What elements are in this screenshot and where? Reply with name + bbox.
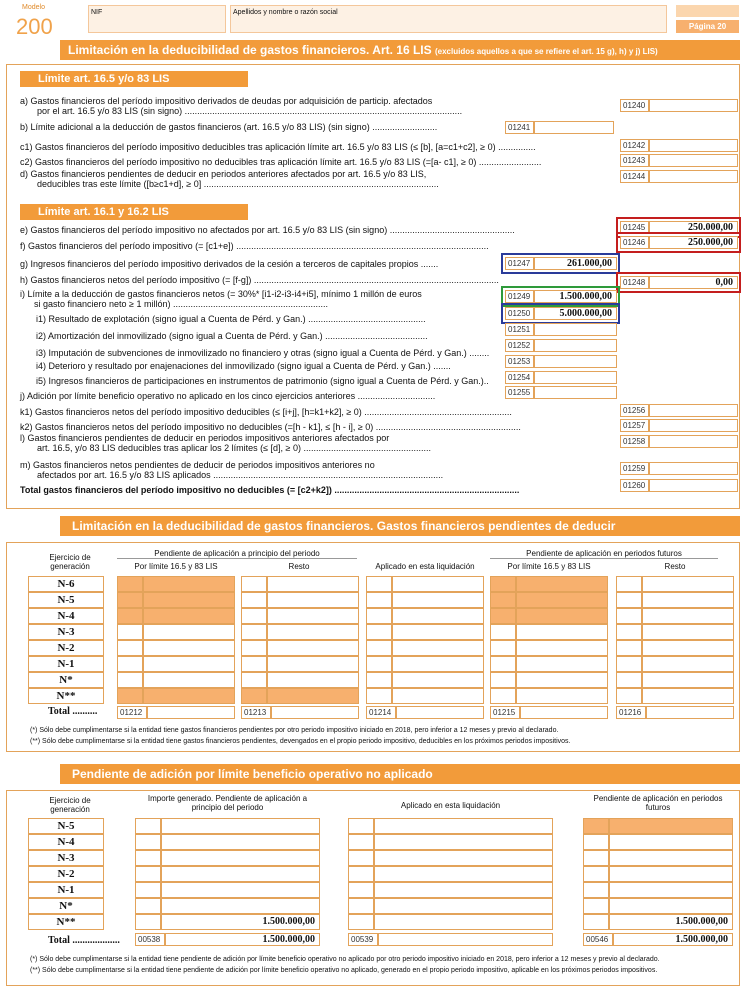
value-01250[interactable]: 5.000.000,00 [534,307,617,320]
total-code: 01215 [490,706,520,719]
row-code-cell [241,576,267,592]
row-code-cell [241,656,267,672]
amount-cell[interactable] [642,688,734,704]
amount-cell[interactable] [516,688,608,704]
code-01255: 01255 [505,386,534,399]
row-code-cell [117,592,143,608]
amount-cell [143,576,235,592]
value-01248[interactable]: 0,00 [649,276,738,289]
value-01256[interactable] [649,404,738,417]
s3-note1: (*) Sólo debe cumplimentarse si la entidad tiene gastos financieros pendientes por otro periodo impositivo iniciado en 2018, pero inferior a 12 meses y previo al declarado. [30,727,559,734]
code-01245: 01245 [620,221,649,234]
amount-cell [609,818,733,834]
amount-cell[interactable] [392,656,484,672]
amount-cell[interactable] [609,898,733,914]
highlight-01247 [504,256,617,271]
code-01260: 01260 [620,479,649,492]
nif-label: NIF [91,9,103,16]
amount-cell[interactable] [374,866,553,882]
row-code-cell [583,818,609,834]
row-code-cell [616,640,642,656]
amount-cell [516,576,608,592]
amount-cell[interactable] [143,656,235,672]
amount-cell[interactable] [392,608,484,624]
amount-cell[interactable] [516,656,608,672]
row-code-cell [490,688,516,704]
row-code-cell [135,850,161,866]
amount-cell [143,592,235,608]
s3-col-limite1: Por límite 16.5 y 83 LIS [134,562,218,571]
amount-cell[interactable] [161,850,320,866]
generation-year-label: N-6 [28,576,104,592]
amount-cell[interactable] [392,640,484,656]
value-01258[interactable] [649,435,738,448]
highlight-01250 [504,306,617,321]
row-code-cell [616,656,642,672]
amount-cell[interactable] [642,592,734,608]
value-01242[interactable] [649,139,738,152]
amount-cell [143,608,235,624]
amount-cell[interactable] [161,898,320,914]
value-01241[interactable] [534,121,614,134]
code-01249: 01249 [505,290,534,303]
total-value[interactable] [271,706,359,719]
amount-cell[interactable] [161,818,320,834]
generation-year-label: N-1 [28,882,104,898]
row-code-cell [348,898,374,914]
amount-cell[interactable] [392,624,484,640]
amount-cell[interactable] [267,640,359,656]
code-01258: 01258 [620,435,649,448]
row-m: m) Gastos financieros netos pendientes de deducir de periodos impositivos anteriores no afectados por art. 16.5 y/o 83 LIS aplicados ............................................................................................ [20,460,444,480]
s3-group2-header: Pendiente de aplicación en periodos futuros [490,549,718,559]
row-code-cell [117,608,143,624]
amount-cell[interactable] [642,624,734,640]
row-code-cell [490,640,516,656]
page-label-top [676,5,739,17]
s4-total-label: Total ................... [48,935,120,946]
amount-cell[interactable] [374,914,553,930]
amount-cell[interactable] [392,672,484,688]
code-01253: 01253 [505,355,534,368]
code-01254: 01254 [505,371,534,384]
amount-cell[interactable] [267,656,359,672]
s3-col-limite2: Por límite 16.5 y 83 LIS [507,562,591,571]
row-code-cell [117,656,143,672]
generation-year-label: N-5 [28,818,104,834]
row-code-cell [241,688,267,704]
row-code-cell [117,576,143,592]
amount-cell [516,592,608,608]
row-code-cell [241,624,267,640]
total-code: 01212 [117,706,147,719]
row-code-cell [348,834,374,850]
generation-year-label: N-3 [28,850,104,866]
amount-cell[interactable] [267,608,359,624]
amount-cell[interactable] [392,576,484,592]
modelo-number: 200 [16,14,53,39]
value-01257[interactable] [649,419,738,432]
code-01259: 01259 [620,462,649,475]
row-code-cell [583,882,609,898]
amount-cell[interactable] [267,624,359,640]
total-code: 01214 [366,706,396,719]
amount-cell[interactable] [267,672,359,688]
row-code-cell [135,818,161,834]
amount-cell [516,608,608,624]
row-j: j) Adición por límite beneficio operativo no aplicado en los cinco ejercicios anteriores ............................... [20,391,436,401]
row-code-cell [616,576,642,592]
generation-year-label: N-4 [28,834,104,850]
nombre-field[interactable] [230,5,667,33]
amount-cell[interactable] [267,576,359,592]
amount-cell[interactable]: 1.500.000,00 [609,914,733,930]
highlight-01248 [619,275,738,290]
s4-note2: (**) Sólo debe cumplimentarse si la entidad tiene pendiente de adición por límite beneficio operativo no aplicado, generado en el propio periodo impositivo, aplicable en los próximos periodos impositivos. [30,967,658,974]
generation-year-label: N-3 [28,624,104,640]
code-01252: 01252 [505,339,534,352]
amount-cell[interactable] [143,640,235,656]
amount-cell[interactable] [516,672,608,688]
row-k1: k1) Gastos financieros netos del período impositivo deducibles (≤ [i+j], [h=k1+k2], ≥ 0) ........................................................... [20,407,512,417]
row-code-cell [135,898,161,914]
row-code-cell [366,608,392,624]
total-value[interactable] [646,706,734,719]
row-i3: i3) Imputación de subvenciones de inmovilizado no financiero y otras (signo igual a Cuenta de Pérd. y Gan.) ........ [36,348,490,358]
code-01240: 01240 [620,99,649,112]
total-value[interactable] [378,933,553,946]
s3-col-aplicado: Aplicado en esta liquidación [375,562,475,571]
generation-year-label: N** [28,914,104,930]
row-l: l) Gastos financieros pendientes de deducir en periodos impositivos anteriores afectados por art. 16.5, y/o 83 LIS deducibles tras aplicar los 2 límites (≤ [d], ≥ 0) ................................................... [20,433,432,453]
row-f: f) Gastos financieros del período impositivo (= [c1+e]) ..................................................................................................... [20,241,489,251]
code-01247: 01247 [505,257,534,270]
amount-cell[interactable] [609,866,733,882]
row-code-cell [348,914,374,930]
value-01249[interactable]: 1.500.000,00 [534,290,617,303]
highlight-01246 [619,235,738,250]
generation-year-label: N-2 [28,866,104,882]
row-code-cell [241,672,267,688]
value-01247[interactable]: 261.000,00 [534,257,617,270]
value-01259[interactable] [649,462,738,475]
total-value[interactable]: 1.500.000,00 [165,933,320,946]
row-c2: c2) Gastos financieros del período impositivo no deducibles tras aplicación límite art. 16.5 y/o 83 LIS (=[a- c1], ≥ 0) ......................... [20,157,542,167]
row-i2: i2) Amortización del inmovilizado (signo igual a Cuenta de Pérd. y Gan.) ......................................... [36,331,428,341]
amount-cell[interactable] [374,850,553,866]
section1-title: Límite art. 16.5 y/o 83 LIS [20,71,248,87]
value-01253[interactable] [534,355,617,368]
row-code-cell [135,882,161,898]
s3-ejercicio-header: Ejercicio de generación [49,553,91,571]
row-code-cell [366,640,392,656]
row-code-cell [366,656,392,672]
row-c1: c1) Gastos financieros del período impositivo deducibles tras aplicación límite art. 16.5 y/o 83 LIS (≤ [b], [a=c1+c2], ≥ 0) ............... [20,142,536,152]
amount-cell[interactable] [609,834,733,850]
amount-cell [143,688,235,704]
value-01245[interactable]: 250.000,00 [649,221,738,234]
total-code: 00546 [583,933,613,946]
main-title: Limitación en la deducibilidad de gastos financieros. Art. 16 LIS [68,43,432,57]
row-code-cell [117,640,143,656]
s3-total-label: Total .......... [48,706,98,717]
row-code-cell [117,688,143,704]
amount-cell[interactable] [143,672,235,688]
row-code-cell [241,608,267,624]
amount-cell[interactable] [642,656,734,672]
s3-col-resto1: Resto [288,562,310,571]
code-01244: 01244 [620,170,649,183]
row-code-cell [616,624,642,640]
code-01246: 01246 [620,236,649,249]
modelo-label: Modelo [22,4,45,11]
value-01252[interactable] [534,339,617,352]
code-01242: 01242 [620,139,649,152]
amount-cell[interactable] [642,672,734,688]
row-code-cell [135,866,161,882]
amount-cell[interactable] [374,834,553,850]
generation-year-label: N-4 [28,608,104,624]
row-code-cell [135,914,161,930]
row-code-cell [366,672,392,688]
amount-cell [267,688,359,704]
s4-col-aplicado: Aplicado en esta liquidación [400,801,501,810]
amount-cell[interactable] [609,882,733,898]
section2-title: Límite art. 16.1 y 16.2 LIS [20,204,248,220]
row-a: a) Gastos financieros del período impositivo derivados de deudas por adquisición de particip. afectados por el art. 16.5 y/o 83 LIS (sin signo) ............................................................................................................... [20,96,463,116]
row-code-cell [117,672,143,688]
row-total: Total gastos financieros del período impositivo no deducibles (= [c2+k2]) .......................................................................... [20,485,520,495]
value-01240[interactable] [649,99,738,112]
amount-cell[interactable] [374,882,553,898]
row-code-cell [583,850,609,866]
s4-col-importe: Importe generado. Pendiente de aplicación a principio del periodo [147,794,308,812]
value-01251[interactable] [534,323,617,336]
amount-cell[interactable] [516,624,608,640]
section3-title: Limitación en la deducibilidad de gastos financieros. Gastos financieros pendientes de deducir [60,516,740,536]
generation-year-label: N-1 [28,656,104,672]
amount-cell[interactable] [374,898,553,914]
total-value[interactable]: 1.500.000,00 [613,933,733,946]
code-01241: 01241 [505,121,534,134]
row-code-cell [490,592,516,608]
row-code-cell [135,834,161,850]
s4-ejercicio-header: Ejercicio de generación [49,796,91,814]
row-code-cell [241,592,267,608]
row-code-cell [348,818,374,834]
row-code-cell [583,834,609,850]
row-code-cell [490,656,516,672]
value-01254[interactable] [534,371,617,384]
row-code-cell [616,688,642,704]
amount-cell[interactable] [392,688,484,704]
s4-col-futuro: Pendiente de aplicación en periodos futuros [593,794,723,812]
row-code-cell [490,672,516,688]
s3-col-resto2: Resto [664,562,686,571]
row-b: b) Límite adicional a la deducción de gastos financieros (art. 16.5 y/o 83 LIS) (sin signo) .......................... [20,122,438,132]
section4-title: Pendiente de adición por límite beneficio operativo no aplicado [60,764,740,784]
amount-cell[interactable] [642,576,734,592]
row-g: g) Ingresos financieros del período impositivo derivados de la cesión a terceros de capitales propios ....... [20,259,439,269]
amount-cell[interactable] [143,624,235,640]
amount-cell[interactable] [161,882,320,898]
row-k2: k2) Gastos financieros netos del período impositivo no deducibles (=[h - k1], ≤ [h - i], ≥ 0) .......................................................... [20,422,521,432]
generation-year-label: N** [28,688,104,704]
amount-cell[interactable] [609,850,733,866]
row-h: h) Gastos financieros netos del período impositivo (= [f-g]) .................................................................................................. [20,275,499,285]
amount-cell[interactable] [267,592,359,608]
nif-field[interactable] [88,5,226,33]
row-code-cell [117,624,143,640]
highlight-01245 [619,220,738,235]
row-code-cell [348,866,374,882]
row-i5: i5) Ingresos financieros de participaciones en instrumentos de patrimonio (signo igual a Cuenta de Pérd. y Gan.).. [36,376,489,386]
row-code-cell [241,640,267,656]
total-value[interactable] [396,706,484,719]
generation-year-label: N* [28,672,104,688]
s4-note1: (*) Sólo debe cumplimentarse si la entidad tiene pendiente de adición por límite beneficio operativo no aplicado por otro periodo impositivo iniciado en 2018, pero inferior a 12 meses y previo al declarado. [30,956,660,963]
code-01243: 01243 [620,154,649,167]
total-value[interactable] [147,706,235,719]
total-code: 00538 [135,933,165,946]
generation-year-label: N-5 [28,592,104,608]
amount-cell[interactable] [642,608,734,624]
amount-cell[interactable] [642,640,734,656]
row-code-cell [490,576,516,592]
s3-note2: (**) Sólo debe cumplimentarse si la entidad tiene gastos financieros pendientes, devengados en el propio periodo impositivo, deducibles en los próximos periodos impositivos. [30,738,571,745]
row-code-cell [616,608,642,624]
main-title-note: (excluidos aquellos a que se refiere el art. 15 g), h) y j) LIS) [434,47,658,56]
page-label: Página 20 [676,20,739,33]
total-code: 00539 [348,933,378,946]
value-01260[interactable] [649,479,738,492]
code-01256: 01256 [620,404,649,417]
row-code-cell [583,898,609,914]
code-01248: 01248 [620,276,649,289]
nombre-label: Apellidos y nombre o razón social [233,9,338,16]
amount-cell[interactable] [516,640,608,656]
row-code-cell [348,850,374,866]
row-code-cell [616,672,642,688]
code-01250: 01250 [505,307,534,320]
code-01257: 01257 [620,419,649,432]
generation-year-label: N* [28,898,104,914]
row-code-cell [490,608,516,624]
row-d: d) Gastos financieros pendientes de deducir en periodos anteriores afectados por art. 16.5 y/o 83 LIS, deducibles tras este límite ([b≥c1+d], ≥ 0] .............................................................................................. [20,169,439,189]
generation-year-label: N-2 [28,640,104,656]
code-01251: 01251 [505,323,534,336]
row-code-cell [366,688,392,704]
amount-cell[interactable] [161,834,320,850]
row-e: e) Gastos financieros del período impositivo no afectados por art. 16.5 y/o 83 LIS (sin signo) .................................................. [20,225,515,235]
highlight-01249 [504,289,617,304]
total-code: 01216 [616,706,646,719]
row-code-cell [348,882,374,898]
amount-cell[interactable] [374,818,553,834]
row-code-cell [616,592,642,608]
value-01255[interactable] [534,386,617,399]
value-01246[interactable]: 250.000,00 [649,236,738,249]
row-code-cell [583,866,609,882]
row-code-cell [583,914,609,930]
s3-group1-header: Pendiente de aplicación a principio del periodo [117,549,357,559]
row-code-cell [366,576,392,592]
row-i1: i1) Resultado de explotación (signo igual a Cuenta de Pérd. y Gan.) ............................................... [36,314,426,324]
row-code-cell [366,624,392,640]
amount-cell[interactable] [161,866,320,882]
total-value[interactable] [520,706,608,719]
amount-cell[interactable]: 1.500.000,00 [161,914,320,930]
value-01244[interactable] [649,170,738,183]
main-title-bar [60,40,740,60]
amount-cell[interactable] [392,592,484,608]
value-01243[interactable] [649,154,738,167]
row-code-cell [366,592,392,608]
row-i: i) Límite a la deducción de gastos financieros netos (= 30%* [i1-i2-i3-i4+i5], mínimo 1 millón de euros si gasto financiero neto ≥ 1 millón) .............................................................. [20,289,422,309]
row-i4: i4) Deterioro y resultado por enajenaciones del inmovilizado (signo igual a Cuenta de Pérd. y Gan.) ....... [36,361,451,371]
row-code-cell [490,624,516,640]
total-code: 01213 [241,706,271,719]
